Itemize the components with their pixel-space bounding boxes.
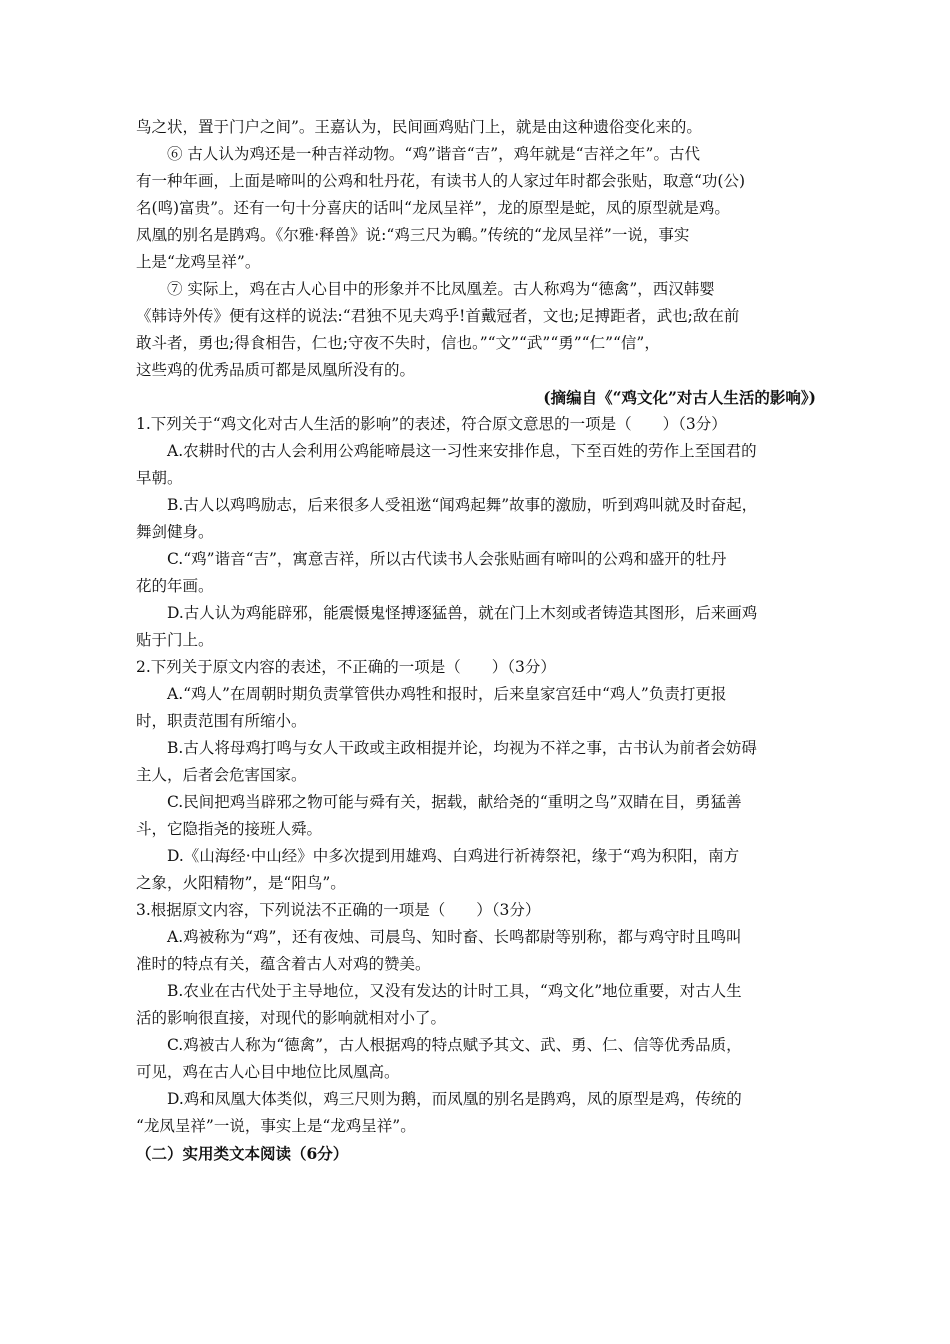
option-d: D.《山海经·中山经》中多次提到用雄鸡、白鸡进行祈祷祭祀，缘于“鸡为积阳，南方: [167, 847, 740, 865]
option-d: D.古人认为鸡能辟邪，能震慑鬼怪搏逐猛兽，就在门上木刻或者铸造其图形，后来画鸡: [167, 604, 758, 622]
option-c: C.鸡被古人称为“德禽”，古人根据鸡的特点赋予其文、武、勇、仁、信等优秀品质，: [167, 1036, 742, 1054]
question-stem: 2.下列关于原文内容的表述，不正确的一项是（ ）（3分）: [136, 658, 556, 676]
option-c: C.“鸡”谐音“吉”，寓意吉祥，所以古代读书人会张贴画有啼叫的公鸡和盛开的牡丹: [167, 550, 727, 568]
option-c-cont: 斗，它隐指尧的接班人舜。: [136, 820, 323, 838]
option-d-cont: “龙凤呈祥”一说，事实上是“龙鸡呈祥”。: [136, 1117, 416, 1135]
option-a-cont: 早朝。: [136, 469, 183, 487]
question-3: [136, 897, 816, 1140]
question-stem: 1.下列关于“鸡文化对古人生活的影响”的表述，符合原文意思的一项是（ ）（3分）: [136, 415, 727, 433]
passage-paragraph-6: [136, 141, 816, 276]
option-b-cont: 主人，后者会危害国家。: [136, 766, 307, 784]
option-c-cont: 可见，鸡在古人心目中地位比凤凰高。: [136, 1063, 400, 1081]
text-line: 鸟之状，置于门户之间”。王嘉认为，民间画鸡贴门上，就是由这种遗俗变化来的。: [136, 118, 702, 136]
passage-paragraph-7: [136, 276, 816, 384]
text-line: 《韩诗外传》便有这样的说法:“君独不见夫鸡乎!首戴冠者，文也;足搏距者，武也;敌在前: [136, 307, 740, 325]
section-heading: （二）实用类文本阅读（6分）: [136, 1144, 349, 1163]
option-b: B.农业在古代处于主导地位，又没有发达的计时工具，“鸡文化”地位重要，对古人生: [167, 982, 742, 1000]
question-1: [136, 411, 816, 654]
option-a: A.“鸡人”在周朝时期负责掌管供办鸡牲和报时，后来皇家宫廷中“鸡人”负责打更报: [167, 685, 727, 703]
option-a: A.农耕时代的古人会利用公鸡能啼晨这一习性来安排作息，下至百姓的劳作上至国君的: [167, 442, 757, 460]
option-a-cont: 时，职责范围有所缩小。: [136, 712, 307, 730]
option-b-cont: 活的影响很直接，对现代的影响就相对小了。: [136, 1009, 447, 1027]
option-b: B.古人以鸡鸣励志，后来很多人受祖逖“闻鸡起舞”故事的激励，听到鸡叫就及时奋起，: [167, 496, 758, 514]
question-2: [136, 654, 816, 897]
question-stem: 3.根据原文内容，下列说法不正确的一项是（ ）（3分）: [136, 901, 541, 919]
text-line: 上是“龙鸡呈祥”。: [136, 253, 261, 271]
text-line: 名(鸣)富贵”。还有一句十分喜庆的话叫“龙凤呈祥”，龙的原型是蛇，凤的原型就是鸡。: [136, 199, 730, 217]
text-line: 凤凰的别名是鹍鸡。《尔雅·释兽》说:“鸡三尺为鶤。”传统的“龙凤呈祥”一说，事实: [136, 226, 690, 244]
option-a: A.鸡被称为“鸡”，还有夜烛、司晨鸟、知时畜、长鸣都尉等别称，都与鸡守时且鸣叫: [167, 928, 742, 946]
text-line: ⑦ 实际上，鸡在古人心目中的形象并不比凤凰差。古人称鸡为“德禽”，西汉韩婴: [167, 280, 715, 298]
option-c: C.民间把鸡当辟邪之物可能与舜有关，据载，献给尧的“重明之鸟”双睛在目，勇猛善: [167, 793, 742, 811]
text-line: 有一种年画，上面是啼叫的公鸡和牡丹花，有读书人的人家过年时都会张贴，取意“功(公): [136, 172, 746, 190]
option-d-cont: 之象，火阳精物”，是“阳鸟”。: [136, 874, 346, 892]
option-d-cont: 贴于门上。: [136, 631, 214, 649]
text-line: ⑥ 古人认为鸡还是一种吉祥动物。“鸡”谐音“吉”，鸡年就是“吉祥之年”。古代: [167, 145, 700, 163]
option-d: D.鸡和凤凰大体类似，鸡三尺则为鹅，而凤凰的别名是鹍鸡，凤的原型是鸡，传统的: [167, 1090, 742, 1108]
passage-paragraph-5-tail: [136, 114, 816, 141]
text-line: 敢斗者，勇也;得食相告，仁也;守夜不失时，信也。”“文”“武”“勇”“仁”“信”，: [136, 334, 660, 352]
text-line: 这些鸡的优秀品质可都是凤凰所没有的。: [136, 361, 416, 379]
option-b: B.古人将母鸡打鸣与女人干政或主政相提并论，均视为不祥之事，古书认为前者会妨碍: [167, 739, 757, 757]
passage-source: (摘编自《“鸡文化”对古人生活的影响》): [543, 388, 816, 407]
option-a-cont: 准时的特点有关，蕴含着古人对鸡的赞美。: [136, 955, 431, 973]
document-body: [136, 114, 816, 1167]
option-b-cont: 舞剑健身。: [136, 523, 214, 541]
option-c-cont: 花的年画。: [136, 577, 214, 595]
